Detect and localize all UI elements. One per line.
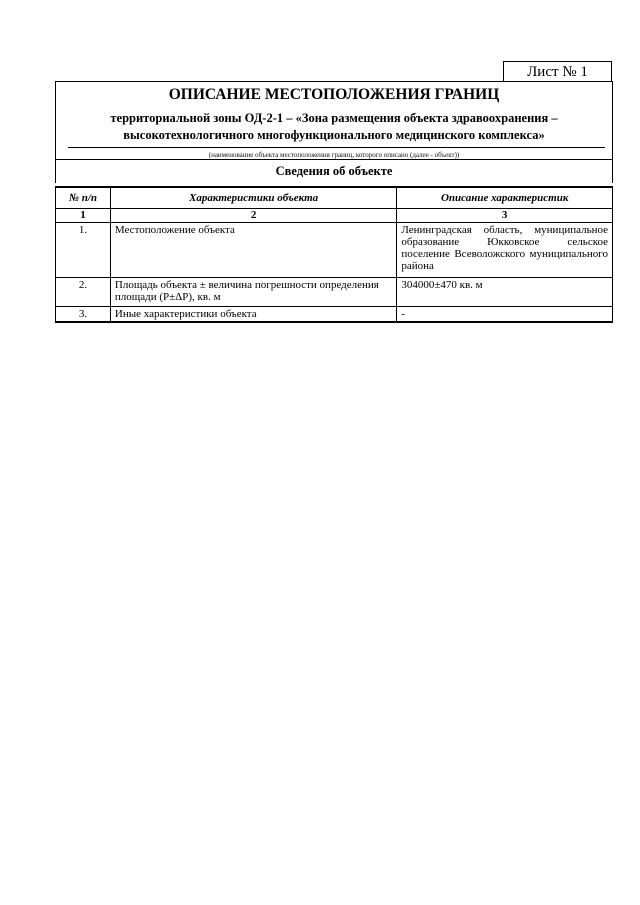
- section-title: Сведения об объекте: [55, 159, 613, 183]
- column-number-3: 3: [397, 209, 613, 223]
- document-title: ОПИСАНИЕ МЕСТОПОЛОЖЕНИЯ ГРАНИЦ: [168, 86, 500, 103]
- row-number: 1.: [56, 223, 111, 278]
- column-header-number: № п/п: [56, 187, 111, 209]
- row-characteristic: Местоположение объекта: [110, 223, 396, 278]
- subtitle-line-2: высокотехнологичного многофункционального медицинского комплекса»: [123, 128, 545, 142]
- row-description: Ленинградская область, муниципальное образование Юкковское сельское поселение Всеволожского муниципального района: [397, 223, 613, 278]
- subtitle-caption: (наименование объекта местоположения границ, которого описано (далее - объект)): [208, 151, 460, 159]
- table-column-number-row: [56, 209, 613, 223]
- row-characteristic: Площадь объекта ± величина погрешности определения площади (Р±ΔР), кв. м: [110, 278, 396, 307]
- document-subtitle: [60, 110, 608, 144]
- column-header-description: Описание характеристик: [397, 187, 613, 209]
- sheet-number: Лист № 1: [503, 61, 612, 82]
- row-description: -: [397, 307, 613, 323]
- object-info-table: [55, 186, 613, 323]
- table-row: [56, 278, 613, 307]
- row-description: 304000±470 кв. м: [397, 278, 613, 307]
- row-characteristic: Иные характеристики объекта: [110, 307, 396, 323]
- column-number-1: 1: [56, 209, 111, 223]
- table-row: [56, 223, 613, 278]
- subtitle-underline: [68, 147, 605, 148]
- row-number: 3.: [56, 307, 111, 323]
- table-header-row: [56, 187, 613, 209]
- column-number-2: 2: [110, 209, 396, 223]
- subtitle-line-1: территориальной зоны ОД-2-1 – «Зона размещения объекта здравоохранения –: [110, 111, 558, 125]
- row-number: 2.: [56, 278, 111, 307]
- column-header-characteristic: Характеристики объекта: [110, 187, 396, 209]
- table-row: [56, 307, 613, 323]
